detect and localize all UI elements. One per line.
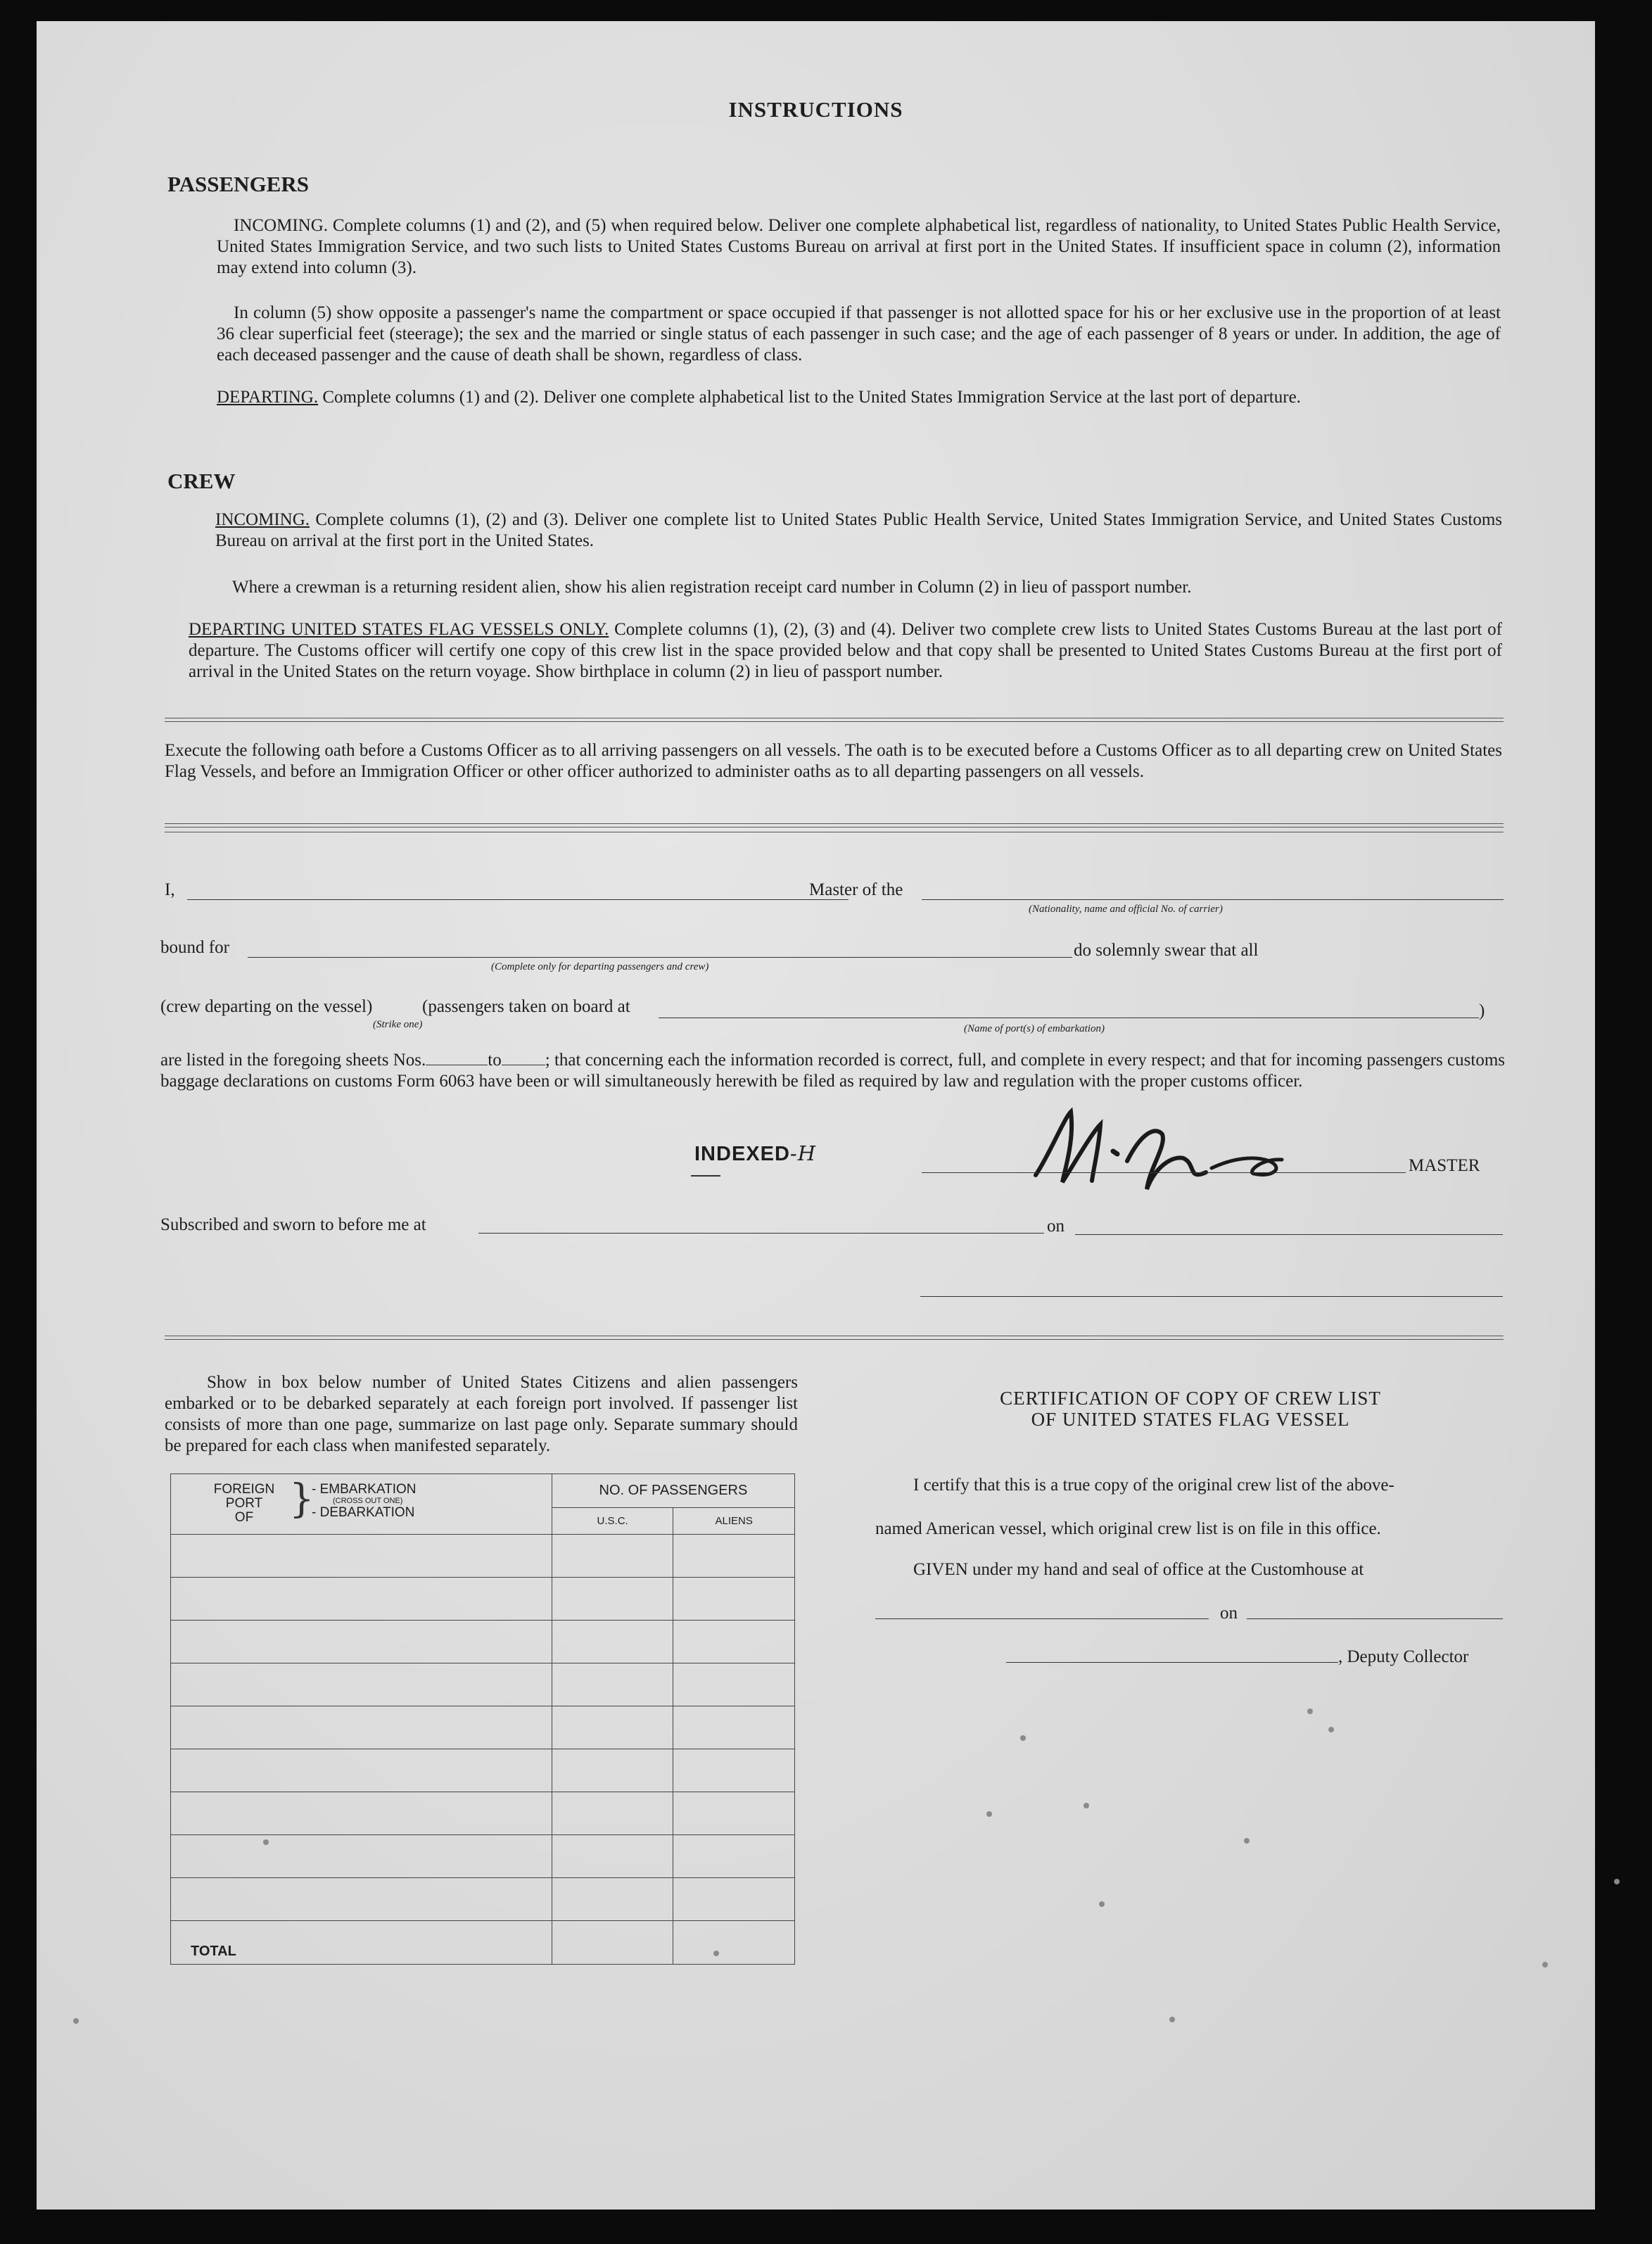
crew-resident-paragraph: Where a crewman is a returning resident alien, show his alien registration receipt card number in Column (2) in lieu of passport number.	[232, 578, 1192, 597]
oath-listed-paragraph	[160, 1050, 1505, 1092]
aliens-cell[interactable]	[673, 1749, 795, 1792]
usc-header: U.S.C.	[552, 1508, 673, 1535]
foreign-label: FOREIGN	[213, 1482, 275, 1497]
deputy-collector-label: , Deputy Collector	[1338, 1647, 1469, 1666]
certification-heading-line1: CERTIFICATION OF COPY OF CREW LIST	[1000, 1388, 1381, 1409]
summary-instructions: Show in box below number of United States Citizens and alien passengers embarked or to be debarked separately at each foreign port involved. If passenger list consists of more than one page, summarize on last page only. Separate summary should be prepared for each class when manifested separately.	[165, 1373, 798, 1455]
port-cell[interactable]	[171, 1535, 552, 1578]
carrier-note: (Nationality, name and official No. of carrier)	[1029, 904, 1223, 915]
aliens-cell[interactable]	[673, 1835, 795, 1878]
passengers-departing-label: DEPARTING.	[217, 388, 319, 407]
dust-speck	[713, 1951, 719, 1956]
certification-heading	[874, 1388, 1507, 1430]
table-row	[171, 1578, 795, 1621]
certify-line1: I certify that this is a true copy of the original crew list of the above-	[913, 1476, 1394, 1495]
usc-cell[interactable]	[552, 1663, 673, 1706]
certification-on-label: on	[1220, 1604, 1238, 1623]
embark-note: (Name of port(s) of embarkation)	[964, 1023, 1105, 1034]
dust-speck	[1307, 1709, 1313, 1714]
swear-label: do solemnly swear that all	[1074, 941, 1259, 960]
strike-note: (Strike one)	[373, 1019, 423, 1030]
given-text: GIVEN under my hand and seal of office at the Customhouse at	[913, 1560, 1364, 1579]
of-label: OF	[234, 1510, 254, 1525]
usc-cell[interactable]	[552, 1621, 673, 1663]
usc-cell[interactable]	[552, 1835, 673, 1878]
port-cell[interactable]	[171, 1663, 552, 1706]
crew-incoming-label: INCOMING.	[215, 510, 310, 529]
dust-speck	[1328, 1727, 1334, 1732]
administering-officer-field[interactable]	[920, 1296, 1503, 1297]
dust-speck	[263, 1839, 269, 1845]
passengers-taken-option: (passengers taken on board at	[422, 997, 630, 1016]
master-label: MASTER	[1409, 1156, 1480, 1175]
embark-debark-header	[312, 1483, 417, 1520]
table-row	[171, 1663, 795, 1706]
port-cell[interactable]	[171, 1621, 552, 1663]
crew-heading: CREW	[167, 469, 236, 493]
usc-cell[interactable]	[552, 1578, 673, 1621]
crew-departing-paragraph	[189, 619, 1502, 683]
passengers-column5-paragraph: In column (5) show opposite a passenger's name the compartment or space occupied if that passenger is not allotted space for his or her exclusive use in the proportion of at least 36 clear superficial feet (steerage); the sex and the married or single status of each passenger in such case; and the age of each passenger of 8 years or under. In addition, the age of each deceased passenger and the cause of death shall be shown, regardless of class.	[217, 303, 1501, 365]
aliens-cell[interactable]	[673, 1535, 795, 1578]
certification-heading-line2: OF UNITED STATES FLAG VESSEL	[1031, 1409, 1350, 1430]
customhouse-field[interactable]	[875, 1618, 1209, 1619]
dust-speck	[1099, 1901, 1105, 1907]
dust-speck	[1244, 1838, 1250, 1844]
table-row	[171, 1706, 795, 1749]
divider	[165, 718, 1504, 722]
usc-cell[interactable]	[552, 1706, 673, 1749]
crew-departing-label: DEPARTING UNITED STATES FLAG VESSELS ONLY.	[189, 620, 609, 639]
total-row	[171, 1921, 795, 1965]
certify-line2: named American vessel, which original crew list is on file in this office.	[875, 1519, 1381, 1538]
certification-date-field[interactable]	[1247, 1618, 1503, 1619]
foreign-port-header	[202, 1483, 286, 1525]
dust-speck	[986, 1811, 992, 1817]
passengers-heading: PASSENGERS	[167, 172, 309, 196]
master-signature	[1022, 1091, 1359, 1203]
port-cell[interactable]	[171, 1792, 552, 1835]
page-title: INSTRUCTIONS	[728, 97, 903, 122]
carrier-field[interactable]	[922, 899, 1504, 900]
crew-departing-text: Complete columns (1), (2), (3) and (4). Deliver two complete crew lists to United States Customs Bureau at the last port of departure. The Customs officer will certify one copy of this crew list in the space provided below and that copy shall be presented to United States Customs Bureau at the first port of arrival in the United States on the return voyage. Show birthplace in column (2) in lieu of passport number.	[189, 620, 1502, 681]
usc-cell[interactable]	[552, 1878, 673, 1921]
close-paren: )	[1479, 1001, 1485, 1020]
aliens-total-cell[interactable]	[673, 1921, 795, 1965]
cross-out-note: (CROSS OUT ONE)	[333, 1497, 403, 1505]
port-cell[interactable]	[171, 1878, 552, 1921]
indexed-underline	[691, 1175, 720, 1177]
usc-cell[interactable]	[552, 1749, 673, 1792]
passengers-departing-paragraph	[217, 387, 1501, 408]
table-row	[171, 1749, 795, 1792]
form-page	[37, 21, 1595, 2210]
aliens-cell[interactable]	[673, 1663, 795, 1706]
usc-total-cell[interactable]	[552, 1921, 673, 1965]
table-row	[171, 1792, 795, 1835]
table-row	[171, 1621, 795, 1663]
aliens-cell[interactable]	[673, 1578, 795, 1621]
brace-icon: }	[289, 1476, 314, 1522]
port-cell[interactable]	[171, 1578, 552, 1621]
oath-i-label: I,	[165, 880, 175, 899]
bound-for-field[interactable]	[248, 957, 1072, 958]
port-cell[interactable]	[171, 1835, 552, 1878]
master-name-field[interactable]	[187, 899, 849, 900]
to-label: to	[488, 1051, 502, 1070]
oath-instructions: Execute the following oath before a Customs Officer as to all arriving passengers on all vessels. The oath is to be executed before a Customs Officer as to all departing crew on United States Flag Vessels, and before an Immigration Officer or other officer authorized to administer oaths as to all departing passengers on all vessels.	[165, 741, 1502, 781]
dust-speck	[1614, 1879, 1620, 1884]
crew-incoming-text: Complete columns (1), (2) and (3). Deliver one complete list to United States Public Health Service, United States Immigration Service, and United States Customs Bureau on arrival at the first port in the United States.	[215, 510, 1502, 550]
passengers-departing-text: Complete columns (1) and (2). Deliver one complete alphabetical list to the United States Immigration Service at the last port of departure.	[322, 388, 1301, 407]
master-of-label: Master of the	[809, 880, 903, 899]
crew-departing-option: (crew departing on the vessel)	[160, 997, 373, 1016]
dust-speck	[1169, 2017, 1175, 2022]
divider	[165, 823, 1504, 828]
dust-speck	[1084, 1803, 1089, 1808]
sheet-to-field[interactable]	[502, 1051, 545, 1065]
indexed-mark: -H	[789, 1141, 817, 1165]
dust-speck	[1542, 1962, 1548, 1967]
sheet-from-field[interactable]	[426, 1051, 488, 1065]
sworn-on-label: on	[1047, 1217, 1065, 1236]
passengers-incoming-paragraph	[217, 215, 1501, 279]
total-label: TOTAL	[171, 1921, 552, 1965]
embarkation-label[interactable]: - EMBARKATION	[312, 1482, 417, 1497]
port-header-cell	[171, 1474, 552, 1535]
dust-speck	[1020, 1735, 1026, 1741]
aliens-cell[interactable]	[673, 1621, 795, 1663]
passengers-incoming-label: INCOMING.	[234, 216, 329, 235]
dust-speck	[73, 2018, 79, 2024]
aliens-cell[interactable]	[673, 1792, 795, 1835]
bound-for-label: bound for	[160, 938, 229, 957]
port-cell[interactable]	[171, 1706, 552, 1749]
port-cell[interactable]	[171, 1749, 552, 1792]
sworn-date-field[interactable]	[1075, 1234, 1503, 1235]
aliens-cell[interactable]	[673, 1706, 795, 1749]
aliens-cell[interactable]	[673, 1878, 795, 1921]
crew-incoming-paragraph	[215, 509, 1502, 552]
listed-text: ; that concerning each the information recorded is correct, full, and complete in every respect; and that for incoming passengers customs baggage declarations on customs Form 6063 have been or will simultaneously herewith be filed as required by law and regulation with the proper customs officer.	[160, 1051, 1505, 1091]
master-signature-field[interactable]	[922, 1172, 1406, 1173]
usc-cell[interactable]	[552, 1792, 673, 1835]
passengers-incoming-text: Complete columns (1) and (2), and (5) when required below. Deliver one complete alphabetical list, regardless of nationality, to United States Public Health Service, United States Immigration Service, and two such lists to United States Customs Bureau on arrival at first port in the United States. If insufficient space in column (2), information may extend into column (3).	[217, 216, 1501, 277]
deputy-collector-field[interactable]	[1006, 1662, 1338, 1663]
port-label: PORT	[225, 1496, 263, 1511]
divider	[165, 1336, 1504, 1340]
aliens-header: ALIENS	[673, 1508, 795, 1535]
passenger-summary-table	[170, 1473, 795, 1965]
indexed-stamp	[694, 1141, 816, 1166]
no-passengers-header: NO. OF PASSENGERS	[552, 1474, 794, 1508]
usc-cell[interactable]	[552, 1535, 673, 1578]
table-row	[171, 1878, 795, 1921]
listed-label: are listed in the foregoing sheets Nos.	[160, 1051, 426, 1070]
table-row	[171, 1535, 795, 1578]
debarkation-label[interactable]: - DEBARKATION	[312, 1505, 415, 1520]
subscribed-label: Subscribed and sworn to before me at	[160, 1215, 426, 1234]
bound-note: (Complete only for departing passengers and crew)	[491, 961, 709, 972]
indexed-label: INDEXED	[694, 1143, 790, 1165]
sworn-place-field[interactable]	[478, 1233, 1044, 1234]
